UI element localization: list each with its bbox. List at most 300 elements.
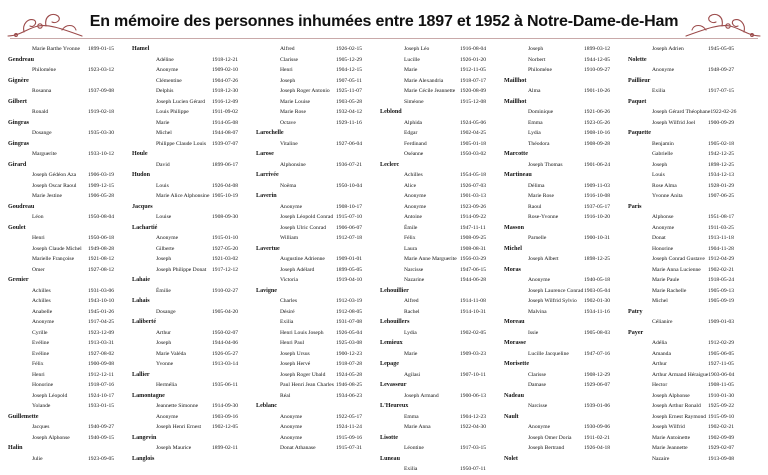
person-entry [256,55,372,66]
person-name: Alfred [280,46,295,52]
person-name: Marie Cécile Jeannette [404,88,456,94]
person-name: Émilie [156,287,171,294]
person-name: Adéline [156,56,174,63]
family-name-label: Lallier [132,371,150,378]
person-name: Rose Alma [652,182,677,189]
burial-date: 1929-06-07 [584,382,611,388]
burial-date: 1905-09-19 [708,298,735,304]
burial-date: 1916-08-04 [460,46,487,52]
person-name: Benjamin [652,140,674,147]
family-name [380,401,496,412]
burial-date: 1902-01-30 [584,298,611,304]
family-name [504,338,620,349]
person-name: Clarisse [528,371,547,378]
person-entry [132,76,248,87]
person-entry [504,107,620,118]
person-name: Alphida [404,119,423,126]
person-name: Léontine [404,445,424,451]
family-name [8,97,124,108]
person-name: Joseph [280,77,296,84]
person-entry [380,44,496,55]
page-title: En mémoire des personnes inhumées entre 1897 et 1952 à Notre-Dame-de-Ham [89,13,679,30]
person-entry [132,338,248,349]
person-name: Lucille Jacqueline [528,350,569,357]
burial-date: 1900-06-13 [460,392,487,399]
burial-date: 1911-02-21 [584,434,610,441]
person-entry [504,422,620,433]
person-entry [380,412,496,423]
burial-date: 1904-07-26 [212,77,239,84]
burial-date: 1908-10-17 [336,203,363,210]
family-name [504,317,620,328]
burial-date: 1912-02-29 [708,340,735,346]
family-name [504,391,620,402]
family-name [8,55,124,66]
burial-date: 1926-02-15 [336,46,363,52]
person-name: Hector [652,382,668,388]
burial-date: 1933-01-15 [88,403,115,409]
person-entry [628,233,744,244]
family-name-label: Goulet [8,224,26,231]
person-name: Réal [280,392,291,399]
burial-date: 1903-05-04 [584,287,611,294]
family-name [380,286,496,297]
person-name: Henri Paul [280,340,305,346]
burial-date: 1954-05-18 [460,172,487,178]
person-name: Joseph Gérard Théophane [652,109,711,115]
person-entry [628,223,744,234]
burial-date: 1899-06-17 [212,161,239,168]
burial-date: 1949-08-28 [88,245,115,252]
burial-date: 1947-11-11 [460,224,486,231]
family-name [8,76,124,87]
burial-date: 1932-04-12 [336,109,363,115]
person-entry [504,296,620,307]
burial-date: 1921-03-02 [212,256,239,262]
person-entry [8,233,124,244]
family-name [8,223,124,234]
burial-date: 1937-05-17 [584,203,611,210]
person-name: Laura [404,245,418,252]
person-name: Rachel [404,308,420,315]
person-entry [256,412,372,423]
person-name: Achilles [32,298,51,304]
burial-date: 1904-12-15 [336,67,363,73]
burial-date: 1944-04-06 [212,340,239,346]
person-name: Cyrille [32,329,48,336]
person-name: Dosange [156,308,176,315]
person-name: Joseph Ulric Conrad [280,224,326,231]
person-entry [8,422,124,433]
person-name: Philoméne [528,67,552,73]
person-name: Anonyme [528,277,551,283]
person-entry [504,128,620,139]
family-name [628,128,744,139]
burial-date: 1923-03-12 [88,67,115,73]
person-name: Joseph [156,340,172,346]
person-name: Joseph Ernest Raymond [652,413,707,420]
person-name: Marie Rose [528,193,554,199]
burial-date: 1908-09-28 [584,140,611,147]
person-entry [380,149,496,160]
person-entry [8,359,124,370]
family-name [504,265,620,276]
person-entry [256,86,372,97]
person-name: Arthur [652,361,667,367]
person-entry [628,296,744,307]
person-name: Antoine [404,214,423,220]
burial-date: 1912-04-29 [708,256,735,262]
person-name: Désiré [280,308,295,315]
person-name: Donat [652,235,666,241]
burial-date: 1909-02-10 [212,67,239,73]
person-name: Joseph Gédéon Aza [32,172,77,178]
burial-date: 1945-05-05 [708,46,735,52]
register-column [628,44,744,462]
person-entry [256,44,372,55]
burial-date: 1948-09-27 [708,67,735,73]
burial-date: 1915-07-31 [336,445,363,451]
burial-date: 1923-05-26 [584,119,611,126]
person-entry [380,118,496,129]
burial-date: 1904-11-28 [708,245,734,252]
person-entry [256,433,372,444]
person-name: Evéline [32,350,50,357]
person-name: Joseph [652,161,668,168]
person-name: William [280,235,299,241]
person-entry [504,433,620,444]
family-name [504,76,620,87]
burial-date: 1934-11-16 [584,308,610,315]
family-name [256,286,372,297]
person-name: Hermélia [156,382,177,388]
burial-date: 1902-02-05 [460,329,487,336]
person-name: Lydia [528,130,541,136]
burial-date: 1926-05-04 [336,329,363,336]
person-name: Louis Philippe [156,109,189,115]
person-entry [380,128,496,139]
person-name: Joseph Albert [528,256,559,262]
family-name [380,107,496,118]
burial-date: 1913-09-08 [708,455,735,462]
person-name: Alphonse [652,214,674,220]
person-entry [628,181,744,192]
person-name: Edgar [404,130,418,136]
person-name: Marie [404,350,418,357]
person-entry [504,191,620,202]
person-name: Ferdinand [404,140,427,147]
family-name-label: Laverin [256,193,277,199]
person-entry [256,317,372,328]
burial-date: 1909-01-01 [336,256,363,262]
burial-date: 1940-05-18 [584,277,611,283]
family-name [504,454,620,465]
burial-date: 1908-09-30 [212,214,239,220]
burial-date: 1908-10-16 [584,130,611,136]
burial-date: 1917-04-25 [88,319,115,325]
person-name: Narcisse [404,266,424,273]
family-name [380,380,496,391]
person-entry [8,265,124,276]
family-name-label: L'Heureux [380,403,409,409]
person-name: Joseph Lucien Gérard [156,98,206,105]
burial-date: 1940-09-27 [88,424,115,430]
person-entry [256,139,372,150]
burial-date: 1918-07-17 [460,77,487,84]
family-name-label: Lehouillier [380,287,409,294]
person-entry [256,338,372,349]
person-name: Siméone [404,98,424,105]
family-name [8,202,124,213]
person-name: Arthur [156,329,171,336]
burial-date: 1950-02-07 [212,329,239,336]
person-entry [256,370,372,381]
person-entry [8,86,124,97]
family-name-label: Larochelle [256,130,284,136]
family-name-label: Lamontagne [132,392,165,399]
person-entry [132,380,248,391]
person-name: Gabrielle [652,151,673,157]
burial-date: 1909-03-23 [460,350,487,357]
burial-date: 1916-10-20 [584,214,611,220]
person-entry [132,265,248,276]
person-entry [256,380,372,391]
person-name: Joseph Thomas [528,161,563,168]
person-name: Donat Athanase [280,445,316,451]
person-entry [8,454,124,465]
person-entry [8,349,124,360]
burial-date: 1915-09-10 [708,413,735,420]
family-name-label: Levasseur [380,382,407,388]
burial-date: 1945-01-26 [88,308,115,315]
person-entry [8,65,124,76]
burial-date: 1926-07-03 [460,182,487,189]
person-entry [504,212,620,223]
person-name: Louise [156,214,172,220]
person-entry [256,202,372,213]
burial-date: 1914-11-08 [460,298,486,304]
person-entry [380,275,496,286]
person-name: Anonyme [280,203,303,210]
family-name-label: Marcotte [504,151,528,157]
burial-date: 1911-09-02 [212,109,238,115]
person-name: Léon [32,214,44,220]
burial-date: 1925-09-22 [708,403,735,409]
person-entry [504,307,620,318]
person-entry [628,454,744,465]
family-name [132,170,248,181]
burial-date: 1947-06-15 [460,266,487,273]
person-entry [256,212,372,223]
family-name [628,97,744,108]
person-entry [628,160,744,171]
family-name [628,76,744,87]
person-entry [504,202,620,213]
family-name-label: Morisette [504,361,530,367]
person-name: Achilles [404,172,423,178]
family-name [628,202,744,213]
person-entry [132,359,248,370]
person-entry [256,391,372,402]
person-name: Marie Alexandria [404,77,444,84]
family-name-label: Maillhot [504,77,527,84]
burial-date: 1909-12-15 [88,182,115,189]
person-entry [132,118,248,129]
person-entry [628,265,744,276]
person-name: Adélia [652,340,667,346]
person-entry [132,181,248,192]
person-entry [132,244,248,255]
family-name-label: Jacques [132,203,153,210]
burial-date: 1899-01-15 [88,46,115,52]
family-name-label: Paris [628,203,642,210]
burial-date: 1903-09-16 [212,413,239,420]
burial-date: 1950-06-18 [88,235,115,241]
person-name: Charles [280,298,298,304]
burial-date: 1912-11-05 [460,67,486,73]
family-name-label: Michel [504,245,522,252]
family-name [504,412,620,423]
burial-date: 1926-05-27 [212,350,239,357]
person-name: Anonyme [280,424,303,430]
person-name: Anonyme [280,434,303,441]
person-entry [504,44,620,55]
person-name: Achilles [32,287,51,294]
person-name: Anonyme [280,413,303,420]
family-name-label: Lisotte [380,434,398,441]
burial-date: 1902-04-25 [460,130,487,136]
burial-date: 1901-10-26 [584,88,611,94]
person-entry [628,286,744,297]
person-name: Anonyme [156,235,179,241]
register-column [8,44,124,462]
person-name: Joseph Wilfrid [652,424,685,430]
family-name-label: Goudreau [8,203,35,210]
person-entry [380,265,496,276]
burial-date: 1919-02-18 [88,109,115,115]
person-name: Joseph Roger Ubald [280,371,326,378]
person-name: Anonyme [32,319,55,325]
person-entry [8,380,124,391]
person-entry [8,254,124,265]
family-name [256,244,372,255]
person-name: Paul Henri Jean Charles [280,382,334,388]
burial-date: 1898-12-25 [584,256,611,262]
person-entry [628,370,744,381]
person-entry [504,118,620,129]
family-name [504,170,620,181]
family-name-label: Masson [504,224,524,231]
person-name: Issie [528,329,539,336]
person-entry [380,244,496,255]
burial-date: 1921-08-12 [88,256,115,262]
family-name-label: Gendreau [8,56,34,63]
person-entry [8,391,124,402]
burial-date: 1910-02-27 [212,287,239,294]
person-entry [256,160,372,171]
person-entry [628,422,744,433]
burial-date: 1918-12-21 [212,56,239,63]
person-entry [628,212,744,223]
person-entry [628,401,744,412]
person-name: Honorine [652,245,674,252]
person-name: Joseph [156,256,172,262]
person-entry [504,55,620,66]
burial-date: 1933-10-12 [88,151,115,157]
person-name: Joseph Léopold Conrad [280,214,334,220]
burial-date: 1935-06-11 [212,382,238,388]
family-name-label: Morasse [504,340,526,346]
person-name: Victoria [280,277,298,283]
family-name-label: Langevin [132,434,157,441]
burial-date: 1915-09-16 [336,434,363,441]
person-name: Joseph Claude Michel [32,245,82,252]
burial-date: 1903-06-04 [708,371,735,378]
person-entry [628,65,744,76]
person-name: Joseph Conrad Gustave [652,256,705,262]
family-name [380,433,496,444]
person-name: Joseph Ursus [280,350,310,357]
burial-date: 1908-11-05 [708,382,734,388]
burial-date: 1926-04-18 [584,445,611,451]
burial-date: 1951-08-17 [708,214,735,220]
person-entry [8,286,124,297]
family-name-label: Nault [504,413,519,420]
person-name: Rose-Yvonne [528,214,559,220]
burial-date: 1899-05-05 [336,266,363,273]
burial-date: 1956-03-29 [460,256,487,262]
burial-date: 1901-03-13 [460,193,487,199]
burial-date: 1914-09-22 [460,214,487,220]
person-name: Nazarine [404,277,425,283]
register-column [132,44,248,462]
family-name [628,55,744,66]
burial-date: 1898-12-25 [708,161,735,168]
person-name: Narcisse [528,403,548,409]
family-name-label: Paillieur [628,77,651,84]
person-name: Agilasi [404,371,421,378]
person-name: Emma [528,119,543,126]
person-entry [132,107,248,118]
burial-date: 1913-03-31 [88,340,115,346]
family-name-label: Lahaie [132,277,150,283]
person-name: Joseph Adrien [652,46,684,52]
burial-date: 1929-11-16 [336,119,362,126]
person-entry [628,44,744,55]
person-entry [256,97,372,108]
burial-date: 1909-11-03 [584,182,610,189]
family-name-label: Martineau [504,172,532,178]
burial-date: 1919-04-10 [336,277,363,283]
person-name: Henri [32,235,45,241]
family-name-label: Paquet [628,98,647,105]
burial-date: 1920-08-09 [460,88,487,94]
person-entry [380,181,496,192]
person-name: Nazaire [652,455,670,462]
family-name [256,128,372,139]
person-entry [256,254,372,265]
burial-date: 1942-12-25 [708,151,735,157]
person-name: Henri [32,371,45,378]
person-entry [132,254,248,265]
person-entry [380,328,496,339]
burial-date: 1914-05-08 [212,119,239,126]
person-entry [504,86,620,97]
person-entry [132,97,248,108]
family-name-label: Gingras [8,119,29,126]
person-entry [628,359,744,370]
person-name: Émile [404,224,418,231]
